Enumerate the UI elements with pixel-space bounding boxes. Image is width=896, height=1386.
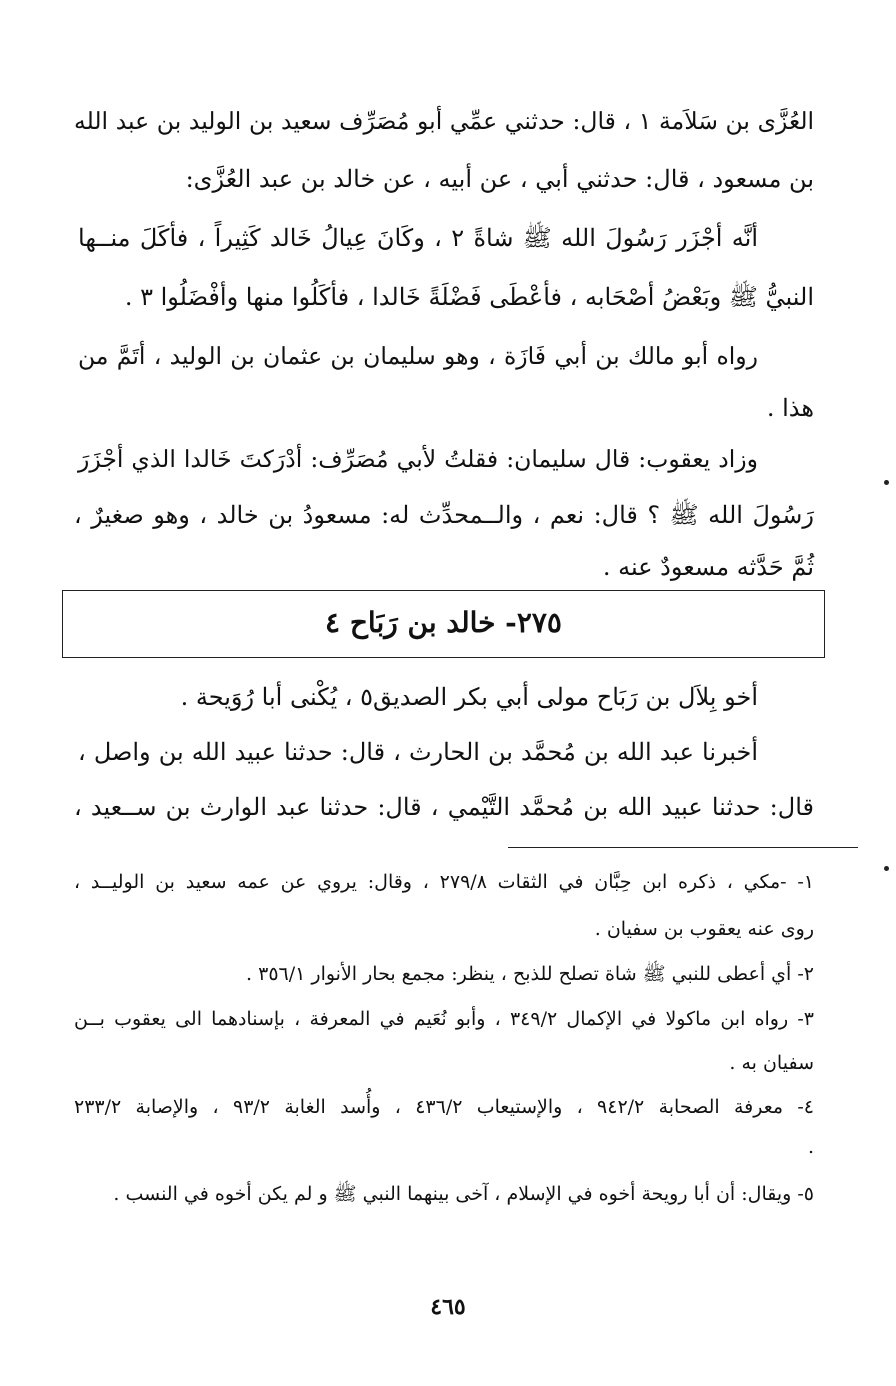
margin-dot xyxy=(884,866,889,871)
body-line: رَسُولَ الله ﷺ ؟ قال: نعم ، والــمحدِّث له: مسعودُ بن خالد ، وهو صغيرٌ ، xyxy=(74,501,814,529)
body-line: ثُمَّ حَدَّثه مسعودٌ عنه . xyxy=(602,553,814,581)
footnote-separator xyxy=(508,847,858,848)
body-line: بن مسعود ، قال: حدثني أبي ، عن أبيه ، عن خالد بن عبد العُزَّى: xyxy=(185,165,814,193)
footnote-line: ٣- رواه ابن ماكولا في الإكمال ٣٤٩/٢ ، وأبو نُعَيم في المعرفة ، بإسنادهما الى يعقوب بــن xyxy=(74,1008,814,1030)
entry-title: ٢٧٥- خالد بن رَبَاح ٤ xyxy=(325,606,562,639)
footnote-line: روى عنه يعقوب بن سفيان . xyxy=(594,918,814,940)
entry-line: أخو بِلاَل بن رَبَاح مولى أبي بكر الصديق٥ ، يُكْنى أبا رُوَيحة . xyxy=(180,683,758,711)
body-line: رواه أبو مالك بن أبي فَازَة ، وهو سليمان بن عثمان بن الوليد ، أتَمَّ من xyxy=(78,342,758,370)
body-line: النبيُّ ﷺ وبَعْضُ أصْحَابه ، فأعْطَى فَضْلَةً خَالدا ، فأكَلُوا منها وأفْضَلُوا ٣ . xyxy=(124,283,814,311)
entry-title-box xyxy=(62,590,825,658)
footnote-line: ٢- أي أعطى للنبي ﷺ شاة تصلح للذبح ، ينظر: مجمع بحار الأنوار ٣٥٦/١ . xyxy=(246,963,814,985)
footnote-line: ٥- ويقال: أن أبا رويحة أخوه في الإسلام ، آخى بينهما النبي ﷺ و لم يكن أخوه في النسب . xyxy=(113,1183,814,1205)
body-line: أنَّه أجْزَر رَسُولَ الله ﷺ شاةً ٢ ، وكَانَ عِيالُ خَالد كَثِيراً ، فأكَلَ منــها xyxy=(78,224,758,252)
entry-line: قال: حدثنا عبيد الله بن مُحمَّد التَّيْمي ، قال: حدثنا عبد الوارث بن ســعيد ، xyxy=(74,793,814,821)
footnote-line: . xyxy=(807,1136,814,1158)
footnote-line: ١- -مكي ، ذكره ابن حِبَّان في الثقات ٢٧٩/٨ ، وقال: يروي عن عمه سعيد بن الوليــد ، xyxy=(74,871,814,893)
entry-line: أخبرنا عبد الله بن مُحمَّد بن الحارث ، قال: حدثنا عبيد الله بن واصل ، xyxy=(78,738,758,766)
body-line: وزاد يعقوب: قال سليمان: فقلتُ لأبي مُصَرِّف: أدْرَكتَ خَالدا الذي أجْزَرَ xyxy=(78,445,758,473)
margin-dot xyxy=(884,480,889,485)
footnote-line: ٤- معرفة الصحابة ٩٤٢/٢ ، والإستيعاب ٤٣٦/٢ ، وأُسد الغابة ٩٣/٢ ، والإصابة ٢٣٣/٢ xyxy=(74,1096,814,1118)
footnote-line: سفيان به . xyxy=(729,1052,814,1074)
page-number: ٤٦٥ xyxy=(430,1294,466,1320)
body-line: العُزَّى بن سَلاَمة ١ ، قال: حدثني عمِّي أبو مُصَرِّف سعيد بن الوليد بن عبد الله xyxy=(74,107,815,135)
body-line: هذا . xyxy=(766,394,814,422)
